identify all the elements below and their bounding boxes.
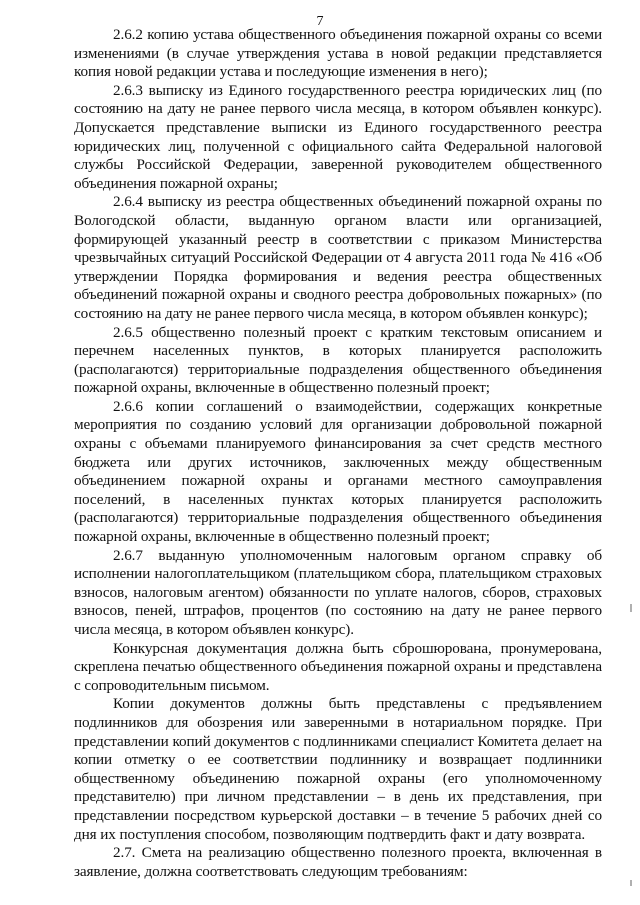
- paragraph-2-6-6: 2.6.6 копии соглашений о взаимодействии, содержащих конкретные мероприятия по созданию условий для организации добровольной пожарной охраны с объемами планируемого финансирования за счет средств местного бюджета или других источников, заключенных между общественным объединением пожарной охраны и органами местного самоуправления поселений, в населенных пунктах которых планируется расположить (располагаются) территориальные подразделения общественного объединения пожарной охраны, включенные в общественно полезный проект;: [74, 397, 602, 546]
- paragraph-2-6-5: 2.6.5 общественно полезный проект с кратким текстовым описанием и перечнем населенных пунктов, в которых планируется расположить (располагаются) территориальные подразделения общественного объединения пожарной охраны, включенные в общественно полезный проект;: [74, 323, 602, 397]
- paragraph-copies-of-documents: Копии документов должны быть представлены с предъявлением подлинников для обозрения или заверенными в нотариальном порядке. При представлении копий документов с подлинниками специалист Комитета делает на копии отметку о ее соответствии подлиннику и возвращает подлинники общественному объединению пожарной охраны (его уполномоченному представителю) при личном представлении – в день их представления, при представлении посредством курьерской доставки – в течение 5 рабочих дней со дня их поступления способом, позволяющим подтвердить факт и дату возврата.: [74, 695, 602, 843]
- paragraph-2-6-3: 2.6.3 выписку из Единого государственного реестра юридических лиц (по состоянию на дату не ранее первого числа месяца, в котором объявлен конкурс). Допускается представление выписки из Единого государственного реестра юридических лиц, полученной с официального сайта Федеральной налоговой службы Российской Федерации, заверенной руководителем общественного объединения пожарной охраны;: [74, 81, 602, 192]
- scan-edge-mark: [630, 604, 632, 612]
- paragraph-2-6-4: 2.6.4 выписку из реестра общественных объединений пожарной охраны по Вологодской области, выданную органом власти или организацией, формирующей указанный реестр в соответствии с приказом Министерства чрезвычайных ситуаций Российской Федерации от 4 августа 2011 года № 416 «Об утверждении Порядка формирования и ведения реестра общественных объединений пожарной охраны и сводного реестра добровольных пожарных» (по состоянию на дату не ранее первого числа месяца, в котором объявлен конкурс);: [74, 193, 602, 322]
- document-body: [74, 26, 602, 881]
- scan-edge-mark: [630, 880, 632, 886]
- paragraph-2-7: 2.7. Смета на реализацию общественно полезного проекта, включенная в заявление, должна соответствовать следующим требованиям:: [74, 844, 602, 880]
- paragraph-binding-requirements: Конкурсная документация должна быть сброшюрована, пронумерована, скреплена печатью общественного объединения пожарной охраны и представлена с сопроводительным письмом.: [74, 639, 602, 694]
- page-number: 7: [316, 14, 324, 29]
- paragraph-2-6-7: 2.6.7 выданную уполномоченным налоговым органом справку об исполнении налогоплательщиком (плательщиком сбора, плательщиком страховых взносов, налоговым агентом) обязанности по уплате налогов, сборов, страховых взносов, пеней, штрафов, процентов (по состоянию на дату не ранее первого числа месяца, в котором объявлен конкурс).: [74, 546, 602, 638]
- paragraph-2-6-2: 2.6.2 копию устава общественного объединения пожарной охраны со всеми изменениями (в случае утверждения устава в новой редакции представляется копия новой редакции устава и последующие изменения в него);: [74, 26, 602, 81]
